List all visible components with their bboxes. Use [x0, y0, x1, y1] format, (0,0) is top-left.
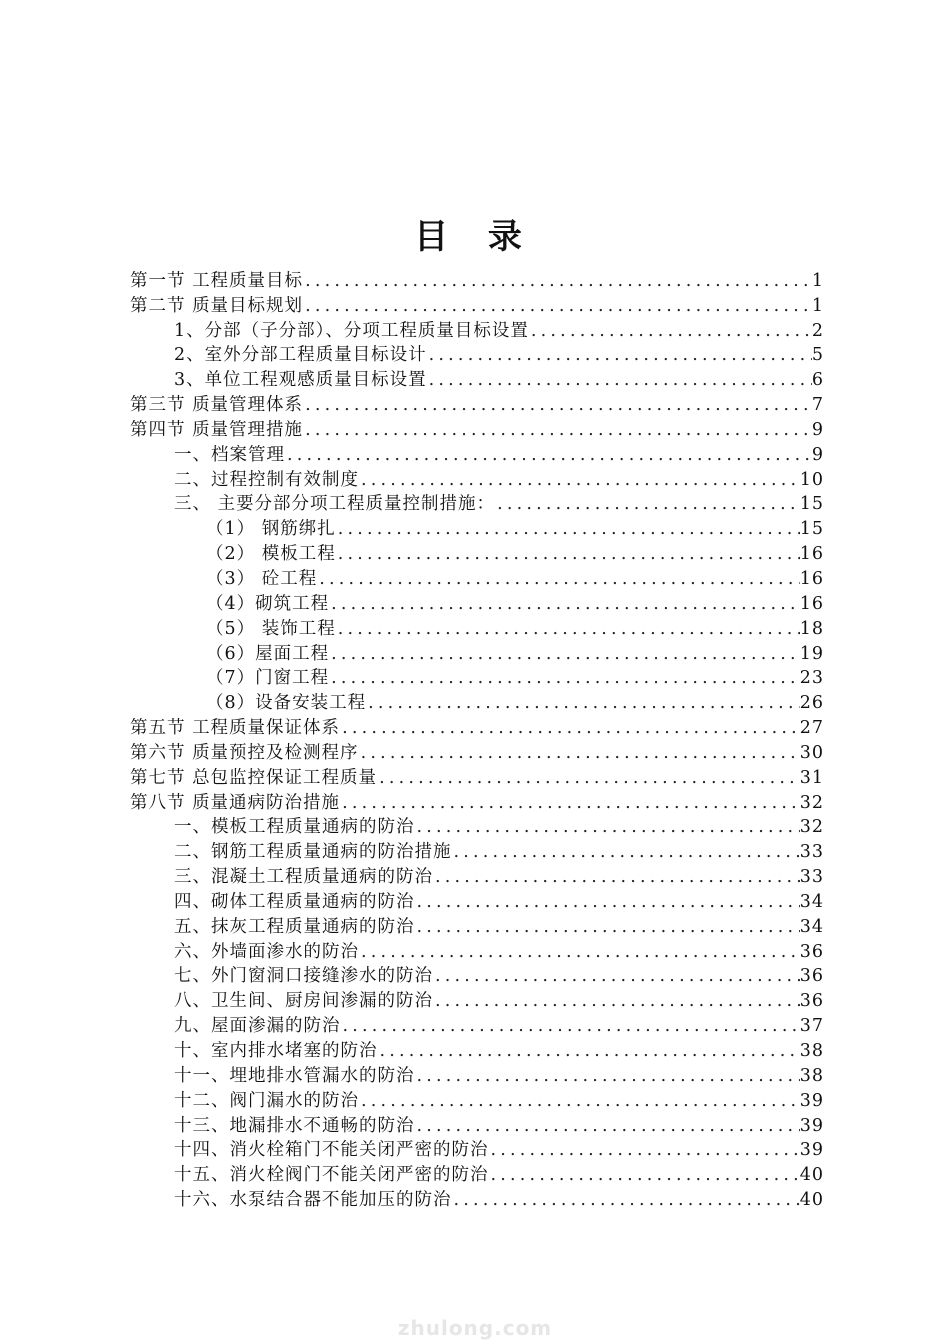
toc-entry-label: （8）设备安装工程	[206, 693, 367, 714]
toc-entry-label: 二、过程控制有效制度	[174, 469, 359, 490]
toc-entry-label: 第七节 总包监控保证工程质量	[130, 767, 378, 788]
toc-entry-label: （7）门窗工程	[206, 668, 330, 689]
toc-entry[interactable]	[130, 515, 824, 540]
toc-entry-label: （2） 模板工程	[206, 544, 336, 565]
toc-entry[interactable]	[130, 1137, 824, 1162]
toc-entry-label: （6）屋面工程	[206, 643, 330, 664]
toc-entry-page: 38	[799, 1065, 824, 1086]
toc-entry[interactable]	[130, 913, 824, 938]
toc-entry[interactable]	[130, 1062, 824, 1087]
toc-dot-leader	[495, 493, 800, 515]
toc-dot-leader	[329, 667, 800, 689]
toc-entry-page: 9	[811, 419, 824, 440]
toc-entry-label: 四、砌体工程质量通病的防治	[174, 891, 415, 912]
toc-entry-page: 7	[811, 395, 824, 416]
toc-entry-page: 36	[799, 941, 824, 962]
toc-dot-leader	[303, 270, 812, 292]
toc-entry-page: 39	[799, 1115, 824, 1136]
toc-entry-page: 39	[799, 1090, 824, 1111]
toc-entry[interactable]	[130, 1186, 824, 1211]
toc-dot-leader	[433, 990, 800, 1012]
toc-dot-leader	[378, 1040, 800, 1062]
toc-entry[interactable]	[130, 366, 824, 391]
toc-entry-label: 一、模板工程质量通病的防治	[174, 817, 415, 838]
toc-entry-page: 6	[811, 370, 824, 391]
toc-entry-label: （5） 装饰工程	[206, 618, 336, 639]
toc-entry[interactable]	[130, 814, 824, 839]
toc-entry-page: 40	[799, 1165, 824, 1186]
toc-entry-label: 第二节 质量目标规划	[130, 295, 304, 316]
toc-entry-page: 1	[811, 295, 824, 316]
toc-entry[interactable]	[130, 416, 824, 441]
toc-dot-leader	[433, 965, 800, 987]
toc-entry[interactable]	[130, 838, 824, 863]
toc-entry-page: 16	[799, 593, 824, 614]
toc-entry-label: 1、分部（子分部）、分项工程质量目标设置	[174, 320, 529, 341]
toc-dot-leader	[489, 1164, 800, 1186]
toc-entry-page: 31	[799, 767, 824, 788]
toc-entry-label: 一、档案管理	[174, 444, 285, 465]
toc-entry[interactable]	[130, 987, 824, 1012]
toc-entry-label: 十、室内排水堵塞的防治	[174, 1041, 378, 1061]
toc-entry-label: 第四节 质量管理措施	[130, 419, 304, 440]
toc-dot-leader	[452, 841, 800, 863]
toc-entry[interactable]	[130, 391, 824, 416]
toc-entry[interactable]	[130, 615, 824, 640]
table-of-contents	[130, 267, 824, 1211]
toc-entry-page: 27	[799, 718, 824, 739]
page-title: 目 录	[414, 217, 536, 257]
toc-entry-page: 40	[799, 1190, 824, 1211]
toc-entry-page: 36	[799, 991, 824, 1012]
toc-entry[interactable]	[130, 665, 824, 690]
toc-entry-page: 33	[799, 867, 824, 888]
toc-entry-label: 三、混凝土工程质量通病的防治	[174, 867, 433, 888]
toc-entry[interactable]	[130, 938, 824, 963]
toc-entry-page: 34	[799, 916, 824, 937]
toc-dot-leader	[366, 692, 800, 714]
toc-entry-label: 十五、消火栓阀门不能关闭严密的防治	[174, 1165, 489, 1186]
toc-entry-label: 六、外墙面渗水的防治	[174, 941, 359, 962]
toc-dot-leader	[427, 369, 812, 391]
toc-entry[interactable]	[130, 540, 824, 565]
toc-entry-page: 10	[799, 469, 824, 490]
toc-entry-label: 十二、阀门漏水的防治	[174, 1090, 359, 1111]
toc-entry[interactable]	[130, 764, 824, 789]
toc-dot-leader	[340, 792, 800, 814]
toc-entry-page: 34	[799, 891, 824, 912]
watermark: zhulong.com	[397, 1316, 553, 1340]
toc-entry-label: 十一、埋地排水管漏水的防治	[174, 1065, 415, 1086]
toc-entry-label: 3、单位工程观感质量目标设置	[174, 370, 427, 391]
toc-entry[interactable]	[130, 888, 824, 913]
toc-entry-label: 三、 主要分部分项工程质量控制措施：	[174, 494, 496, 515]
toc-dot-leader	[336, 518, 800, 540]
toc-entry-page: 16	[799, 568, 824, 589]
toc-entry[interactable]	[130, 1012, 824, 1037]
toc-dot-leader	[415, 916, 800, 938]
toc-dot-leader	[415, 1115, 800, 1137]
toc-dot-leader	[317, 568, 800, 590]
toc-dot-leader	[415, 891, 800, 913]
toc-dot-leader	[427, 344, 812, 366]
toc-dot-leader	[415, 816, 800, 838]
toc-dot-leader	[341, 1015, 800, 1037]
toc-entry-page: 38	[799, 1041, 824, 1061]
toc-entry-page: 30	[799, 742, 824, 763]
toc-dot-leader	[303, 295, 812, 317]
toc-entry-page: 37	[799, 1016, 824, 1037]
toc-entry[interactable]	[130, 267, 824, 292]
toc-dot-leader	[329, 643, 800, 665]
toc-entry[interactable]	[130, 317, 824, 342]
toc-entry-page: 23	[799, 668, 824, 689]
toc-entry-label: 第六节 质量预控及检测程序	[130, 742, 359, 763]
toc-entry[interactable]	[130, 863, 824, 888]
toc-entry[interactable]	[130, 714, 824, 739]
toc-dot-leader	[452, 1189, 800, 1211]
toc-dot-leader	[329, 593, 800, 615]
toc-entry[interactable]	[130, 640, 824, 665]
toc-entry[interactable]	[130, 342, 824, 367]
toc-entry[interactable]	[130, 590, 824, 615]
toc-entry-page: 9	[811, 444, 824, 465]
toc-entry[interactable]	[130, 565, 824, 590]
toc-entry-label: 十四、消火栓箱门不能关闭严密的防治	[174, 1140, 489, 1161]
toc-entry-page: 16	[799, 544, 824, 565]
toc-dot-leader	[285, 444, 812, 466]
toc-entry[interactable]	[130, 689, 824, 714]
toc-entry-page: 15	[799, 519, 824, 540]
toc-entry-page: 15	[799, 494, 824, 515]
toc-entry[interactable]	[130, 789, 824, 814]
toc-entry[interactable]	[130, 441, 824, 466]
toc-dot-leader	[359, 1090, 800, 1112]
toc-entry-page: 36	[799, 966, 824, 987]
toc-dot-leader	[433, 866, 800, 888]
toc-entry-label: 九、屋面渗漏的防治	[174, 1016, 341, 1037]
toc-entry-label: 第八节 质量通病防治措施	[130, 792, 341, 813]
toc-entry-page: 33	[799, 842, 824, 863]
toc-entry-label: 七、外门窗洞口接缝渗水的防治	[174, 966, 433, 987]
toc-entry-label: （4）砌筑工程	[206, 593, 330, 614]
toc-entry[interactable]	[130, 491, 824, 516]
toc-entry-page: 1	[811, 270, 824, 291]
toc-entry-label: 第三节 质量管理体系	[130, 395, 304, 416]
toc-entry-page: 39	[799, 1140, 824, 1161]
toc-dot-leader	[336, 543, 800, 565]
toc-entry-page: 18	[799, 618, 824, 639]
toc-dot-leader	[359, 469, 800, 491]
toc-dot-leader	[415, 1065, 800, 1087]
toc-entry-label: （1） 钢筋绑扎	[206, 519, 336, 540]
toc-entry[interactable]	[130, 1112, 824, 1137]
toc-entry-page: 32	[799, 792, 824, 813]
toc-dot-leader	[377, 767, 800, 789]
toc-entry-label: 第一节 工程质量目标	[130, 270, 304, 291]
toc-entry-label: 2、室外分部工程质量目标设计	[174, 345, 427, 366]
toc-entry-label: 十六、水泵结合器不能加压的防治	[174, 1190, 452, 1211]
toc-dot-leader	[336, 618, 800, 640]
toc-entry-page: 32	[799, 817, 824, 838]
toc-entry[interactable]	[130, 1037, 824, 1062]
toc-entry[interactable]	[130, 1087, 824, 1112]
toc-dot-leader	[529, 320, 812, 342]
toc-dot-leader	[359, 742, 800, 764]
toc-entry-page: 26	[799, 693, 824, 714]
toc-dot-leader	[340, 717, 800, 739]
toc-entry-page: 2	[811, 320, 824, 341]
toc-entry-label: 第五节 工程质量保证体系	[130, 718, 341, 739]
toc-entry-label: 二、钢筋工程质量通病的防治措施	[174, 842, 452, 863]
toc-entry-label: 八、卫生间、厨房间渗漏的防治	[174, 991, 433, 1012]
toc-entry[interactable]	[130, 292, 824, 317]
toc-dot-leader	[303, 419, 812, 441]
toc-entry-page: 19	[799, 643, 824, 664]
toc-entry-label: （3） 砼工程	[206, 568, 318, 589]
toc-entry[interactable]	[130, 1161, 824, 1186]
toc-entry[interactable]	[130, 466, 824, 491]
toc-entry[interactable]	[130, 963, 824, 988]
toc-dot-leader	[359, 941, 800, 963]
toc-dot-leader	[489, 1139, 800, 1161]
toc-dot-leader	[303, 394, 812, 416]
toc-entry-label: 五、抹灰工程质量通病的防治	[174, 916, 415, 937]
toc-entry-page: 5	[811, 345, 824, 366]
toc-entry-label: 十三、地漏排水不通畅的防治	[174, 1115, 415, 1136]
toc-entry[interactable]	[130, 739, 824, 764]
